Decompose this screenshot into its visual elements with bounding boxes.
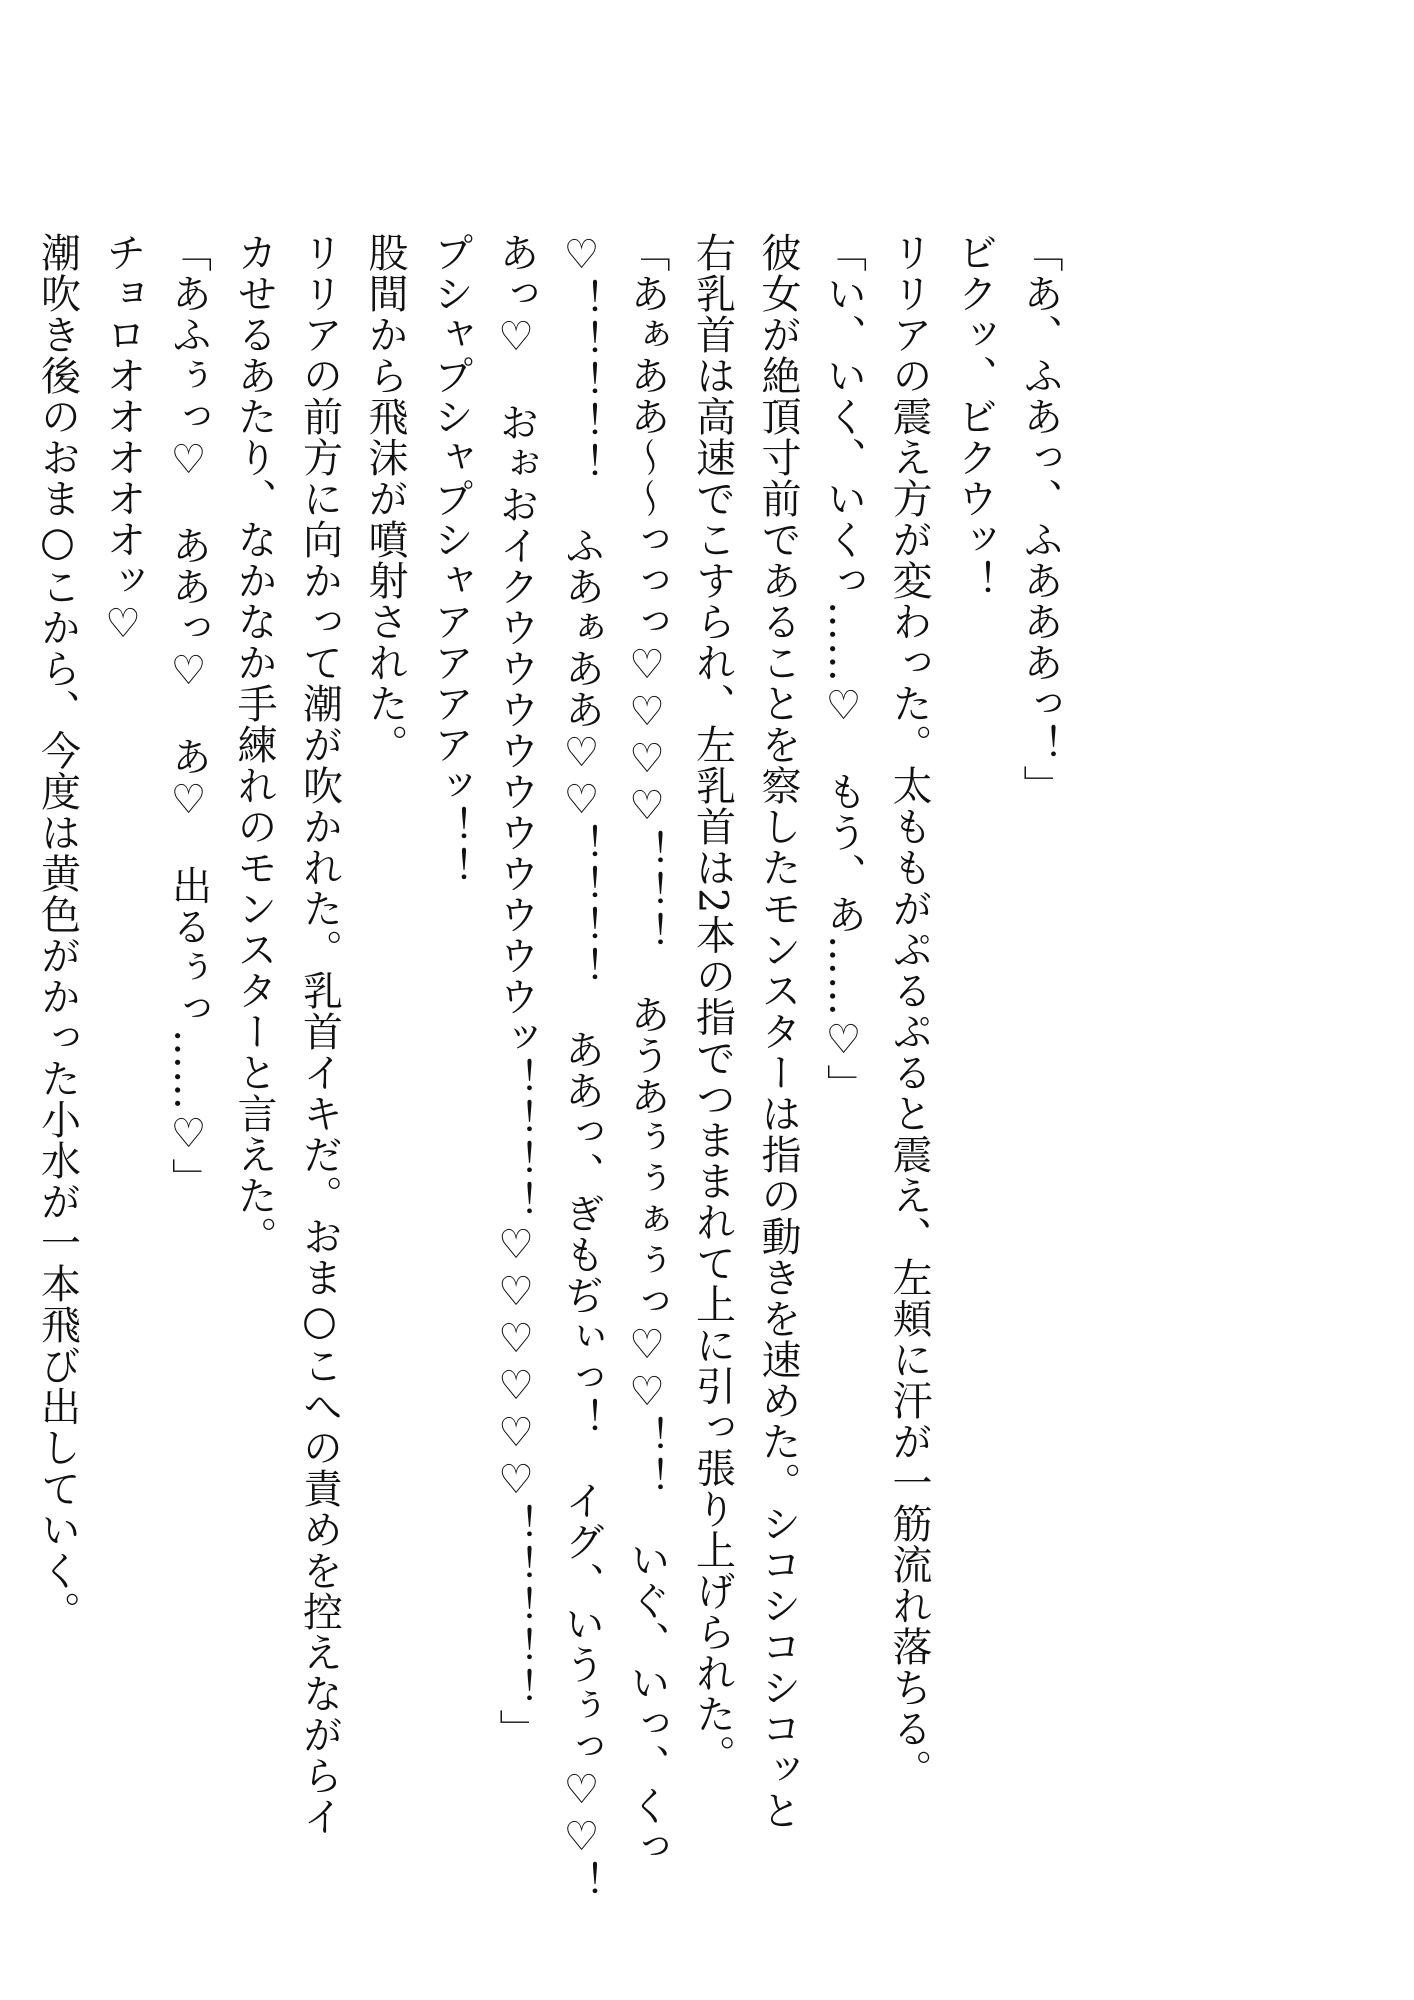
text-line: プシャプシャプシャアアアアッ！！ (427, 232, 474, 888)
text-line: ♡！！！！！ ふあぁああ♡♡！！！！ ああっ、ぎもぢぃっ！ イグ、いうぅっ♡♡！ (558, 232, 605, 1902)
text-line: ビクッ、ビクウッ！ (951, 232, 998, 601)
text-line: カせるあたり、なかなか手練れのモンスターと言えた。 (231, 232, 277, 1257)
text-line: チョロオオオオオッ♡ (100, 232, 146, 648)
vertical-text-block (24, 232, 1072, 1902)
text-line: 「あ、ふあっ、ふあああっ！」 (1017, 232, 1063, 806)
text-line: 股間から飛沫が噴射された。 (362, 232, 408, 765)
text-line: リリアの震え方が変わった。太ももがぷるぷると震え、左頬に汗が一筋流れ落ちる。 (886, 232, 932, 1790)
text-line: 右乳首は高速でこすられ、左乳首は2本の指でつままれて上に引っ張り上げられた。 (689, 232, 736, 1776)
text-line: 潮吹き後のおま○こから、今度は黄色がかった小水が一本飛び出していく。 (34, 232, 81, 1632)
text-line: 「あふぅっ♡ ああっ♡ あ♡ 出るぅっ……♡」 (165, 232, 212, 1199)
text-line: 「あぁああ～～っっっ♡♡♡♡！！！ あうあぅぅぁぅっ♡♡！！ いぐ、いっ、くっ (624, 232, 670, 1867)
text-line: リリアの前方に向かって潮が吹かれた。乳首イキだ。おま○こへの責めを控えながらイ (296, 232, 343, 1837)
text-line: 「い、いく、いくっ……♡ もう、あ……♡」 (820, 232, 867, 1105)
text-line: 彼女が絶頂寸前であることを察したモンスターは指の動きを速めた。シコシコシコッと (755, 232, 801, 1831)
text-line: あっ♡ おぉおイクウウウウウウウウウウッ！！！！♡♡♡♡♡♡！！！！！」 (493, 232, 539, 1750)
